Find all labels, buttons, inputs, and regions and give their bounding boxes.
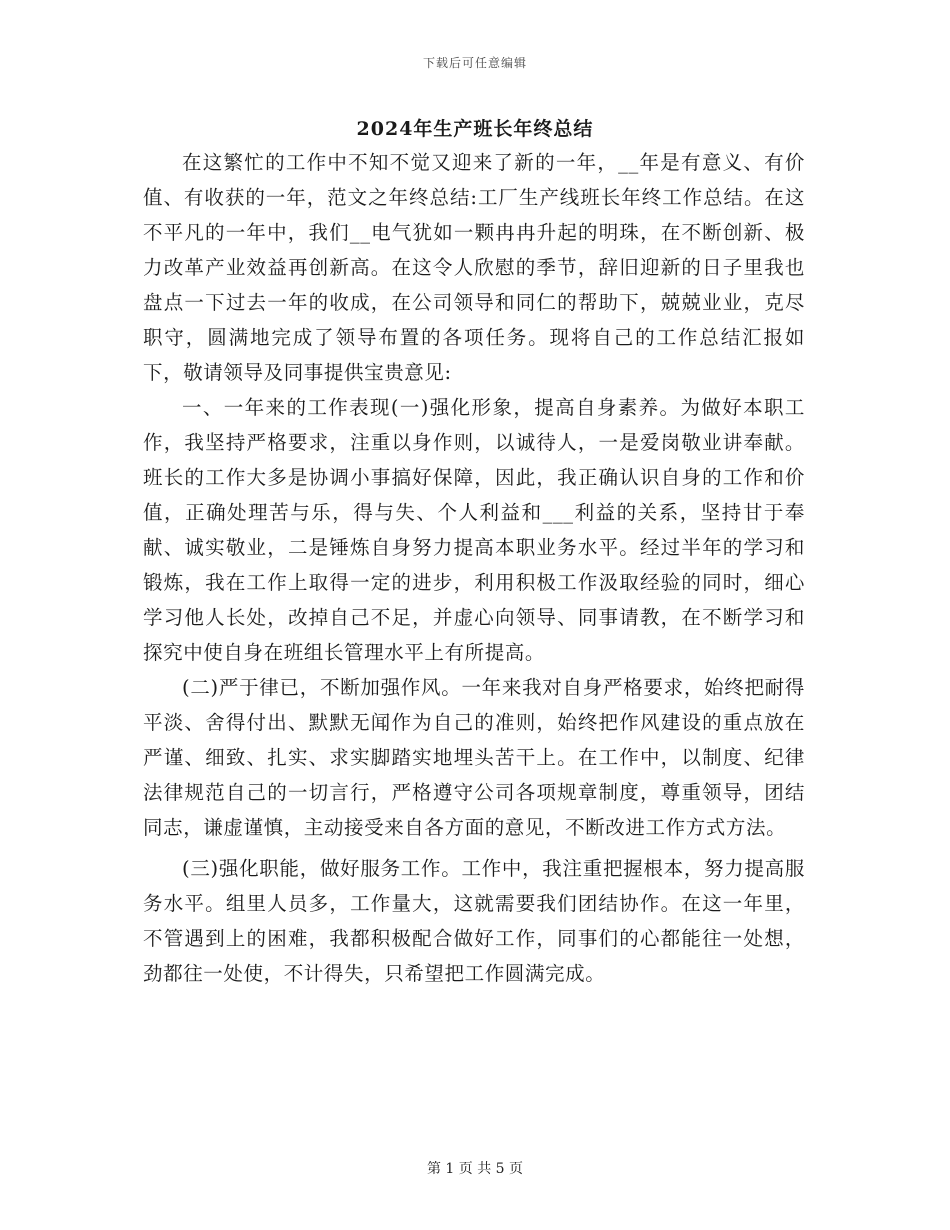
page-number: 第 1 页 共 5 页 — [426, 1161, 524, 1177]
paragraph-discipline: (二)严于律已，不断加强作风。一年来我对自身严格要求，始终把耐得平淡、舍得付出、默默无闻作为自己的准则，始终把作风建设的重点放在严谨、细致、扎实、求实脚踏实地埋头苦干上。在工作中，以制度、纪律法律规范自己的一切言行，严格遵守公司各项规章制度，尊重领导，团结同志，谦虚谨慎，主动接受来自各方面的意见，不断改进工作方式方法。 — [143, 676, 805, 839]
paragraph-work-performance: 一、一年来的工作表现(一)强化形象，提高自身素养。为做好本职工作，我坚持严格要求，注重以身作则，以诚待人，一是爱岗敬业讲奉献。班长的工作大多是协调小事搞好保障，因此，我正确认识自身的工作和价值，正确处理苦与乐，得与失、个人利益和___利益的关系，坚持甘于奉献、诚实敬业，二是锤炼自身努力提高本职业务水平。经过半年的学习和锻炼，我在工作上取得一定的进步，利用积极工作汲取经验的同时，细心学习他人长处，改掉自己不足，并虚心向领导、同事请教，在不断学习和探究中使自身在班组长管理水平上有所提高。 — [143, 396, 805, 664]
paragraph-service: (三)强化职能，做好服务工作。工作中，我注重把握根本，努力提高服务水平。组里人员多，工作量大，这就需要我们团结协作。在这一年里，不管遇到上的困难，我都积极配合做好工作，同事们的心都能往一处想，劲都往一处使，不计得失，只希望把工作圆满完成。 — [143, 857, 805, 985]
document-body — [143, 145, 805, 991]
document-title: 2024年生产班长年终总结 — [356, 118, 594, 140]
paragraph-intro: 在这繁忙的工作中不知不觉又迎来了新的一年，__年是有意义、有价值、有收获的一年，范文之年终总结:工厂生产线班长年终工作总结。在这不平凡的一年中，我们__电气犹如一颗冉冉升起的明珠，在不断创新、极力改革产业效益再创新高。在这令人欣慰的季节，辞旧迎新的日子里我也盘点一下过去一年的收成，在公司领导和同仁的帮助下，兢兢业业，克尽职守，圆满地完成了领导布置的各项任务。现将自己的工作总结汇报如下，敬请领导及同事提供宝贵意见: — [143, 151, 805, 384]
header-note: 下载后可任意编辑 — [422, 56, 527, 70]
